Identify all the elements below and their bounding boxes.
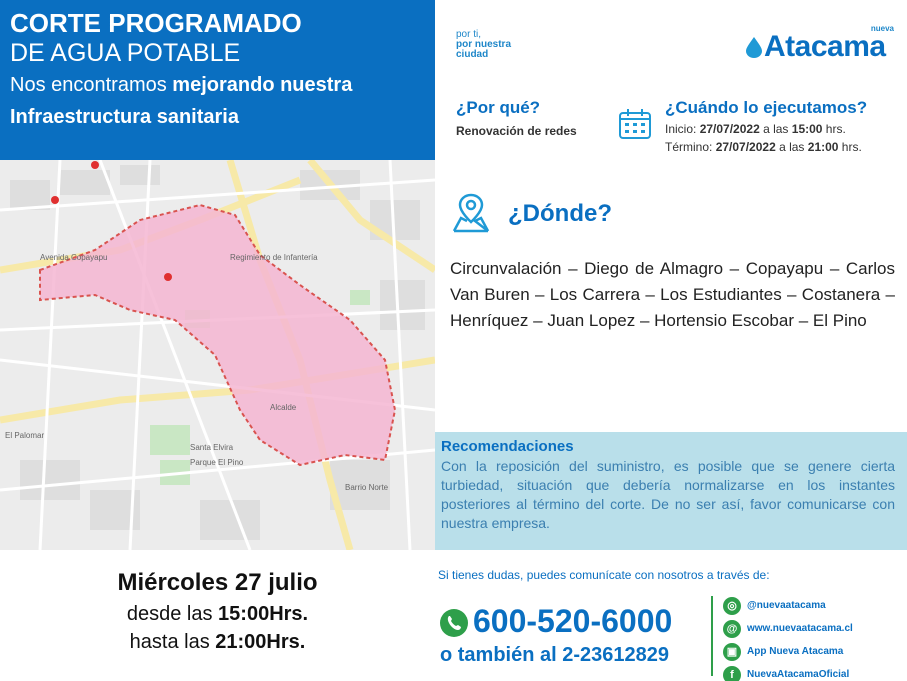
social-facebook-text: NuevaAtacamaOficial	[747, 669, 850, 680]
when-end-row	[665, 140, 867, 154]
start-end: hrs.	[822, 122, 846, 136]
social-web[interactable]	[723, 617, 853, 640]
recommendations-heading: Recomendaciones	[441, 438, 574, 455]
phone-number[interactable]: 600-520-6000	[473, 603, 673, 639]
schedule-day: Miércoles 27 julio	[117, 569, 318, 596]
web-icon: @	[723, 620, 741, 638]
social-instagram[interactable]	[723, 594, 853, 617]
app-icon: ▣	[723, 643, 741, 661]
title-line-2: DE AGUA POTABLE	[10, 39, 241, 67]
map-label-regimiento: Regimiento de Infantería	[230, 253, 318, 262]
schedule-from-pre: desde las	[126, 603, 219, 625]
contact-divider	[711, 596, 713, 676]
calendar-icon	[618, 108, 652, 140]
phone-alt	[440, 644, 669, 667]
map-label-avenida: Avenida Copayapu	[40, 253, 108, 262]
social-app[interactable]	[723, 640, 853, 663]
start-label: Inicio:	[665, 122, 700, 136]
slogan	[456, 30, 511, 60]
map-label-palomar: El Palomar	[5, 431, 45, 440]
water-drop-icon	[744, 36, 764, 58]
why-section	[456, 98, 577, 138]
schedule-to	[0, 628, 435, 656]
social-facebook[interactable]	[723, 663, 853, 681]
recommendations-text: Con la reposición del suministro, es posible que se genere cierta turbiedad, situación que debería normalizarse en los instantes posteriores al término del corte. De no ser así, favor comunicarse con nuestra empresa.	[441, 458, 895, 531]
social-app-text: App Nueva Atacama	[747, 646, 844, 657]
start-mid: a las	[759, 122, 792, 136]
schedule-from	[0, 600, 435, 628]
instagram-icon: ◎	[723, 597, 741, 615]
schedule-from-time: 15:00Hrs.	[218, 603, 309, 625]
logo-tag: nueva	[870, 24, 894, 33]
phone-alt-number[interactable]: 2-23612829	[562, 644, 670, 666]
title-line-3-bold: mejorando nuestra	[172, 74, 353, 96]
when-heading: ¿Cuándo lo ejecutamos?	[665, 98, 868, 117]
map-label-barrio: Barrio Norte	[345, 483, 389, 492]
whatsapp-icon	[438, 607, 470, 639]
map-label-parque: Parque El Pino	[190, 458, 244, 467]
title-line-4-text: Infraestructura sanitaria	[10, 106, 239, 128]
slogan-line-2: por nuestra	[456, 39, 512, 50]
title-line-3-pre: Nos encontramos	[10, 74, 173, 96]
map-label-santa: Santa Elvira	[190, 443, 234, 452]
slogan-line-1: por ti,	[456, 29, 482, 40]
when-start-row	[665, 122, 867, 136]
title-box	[0, 0, 435, 160]
title-line-4	[10, 102, 425, 132]
schedule-to-time: 21:00Hrs.	[215, 631, 306, 653]
why-heading: ¿Por qué?	[456, 98, 541, 117]
recommendations-box	[435, 432, 907, 550]
map-graphic	[0, 160, 435, 550]
title-line-3	[10, 70, 425, 100]
end-date: 27/07/2022	[715, 140, 776, 154]
schedule-to-pre: hasta las	[129, 631, 216, 653]
social-web-text: www.nuevaatacama.cl	[747, 623, 853, 634]
end-mid: a las	[775, 140, 808, 154]
where-streets: Circunvalación – Diego de Almagro – Copayapu – Carlos Van Buren – Los Carrera – Los Estudiantes – Costanera – Henríquez – Juan Lopez – Hortensio Escobar – El Pino	[450, 259, 895, 330]
outage-map	[0, 160, 435, 550]
end-time: 21:00	[807, 140, 839, 154]
end-label: Término:	[665, 140, 716, 154]
contact-intro: Si tienes dudas, puedes comunícate con nosotros a través de:	[438, 568, 770, 582]
title-line-1: CORTE PROGRAMADO	[10, 8, 302, 38]
facebook-icon: f	[723, 666, 741, 681]
start-time: 15:00	[791, 122, 823, 136]
slogan-line-3: ciudad	[456, 49, 489, 60]
where-heading: ¿Dónde?	[508, 200, 612, 227]
why-value: Renovación de redes	[456, 124, 577, 138]
map-label-alcalde: Alcalde	[270, 403, 297, 412]
social-links	[723, 594, 853, 681]
start-date: 27/07/2022	[699, 122, 760, 136]
social-instagram-text: @nuevaatacama	[747, 600, 826, 611]
when-section	[665, 98, 867, 154]
phone-alt-pre: o también al	[440, 644, 563, 666]
end-end: hrs.	[838, 140, 862, 154]
logo-brand: Atacama	[764, 30, 886, 63]
company-logo	[744, 22, 894, 67]
location-pin-icon	[451, 192, 491, 234]
schedule-block	[0, 566, 435, 656]
